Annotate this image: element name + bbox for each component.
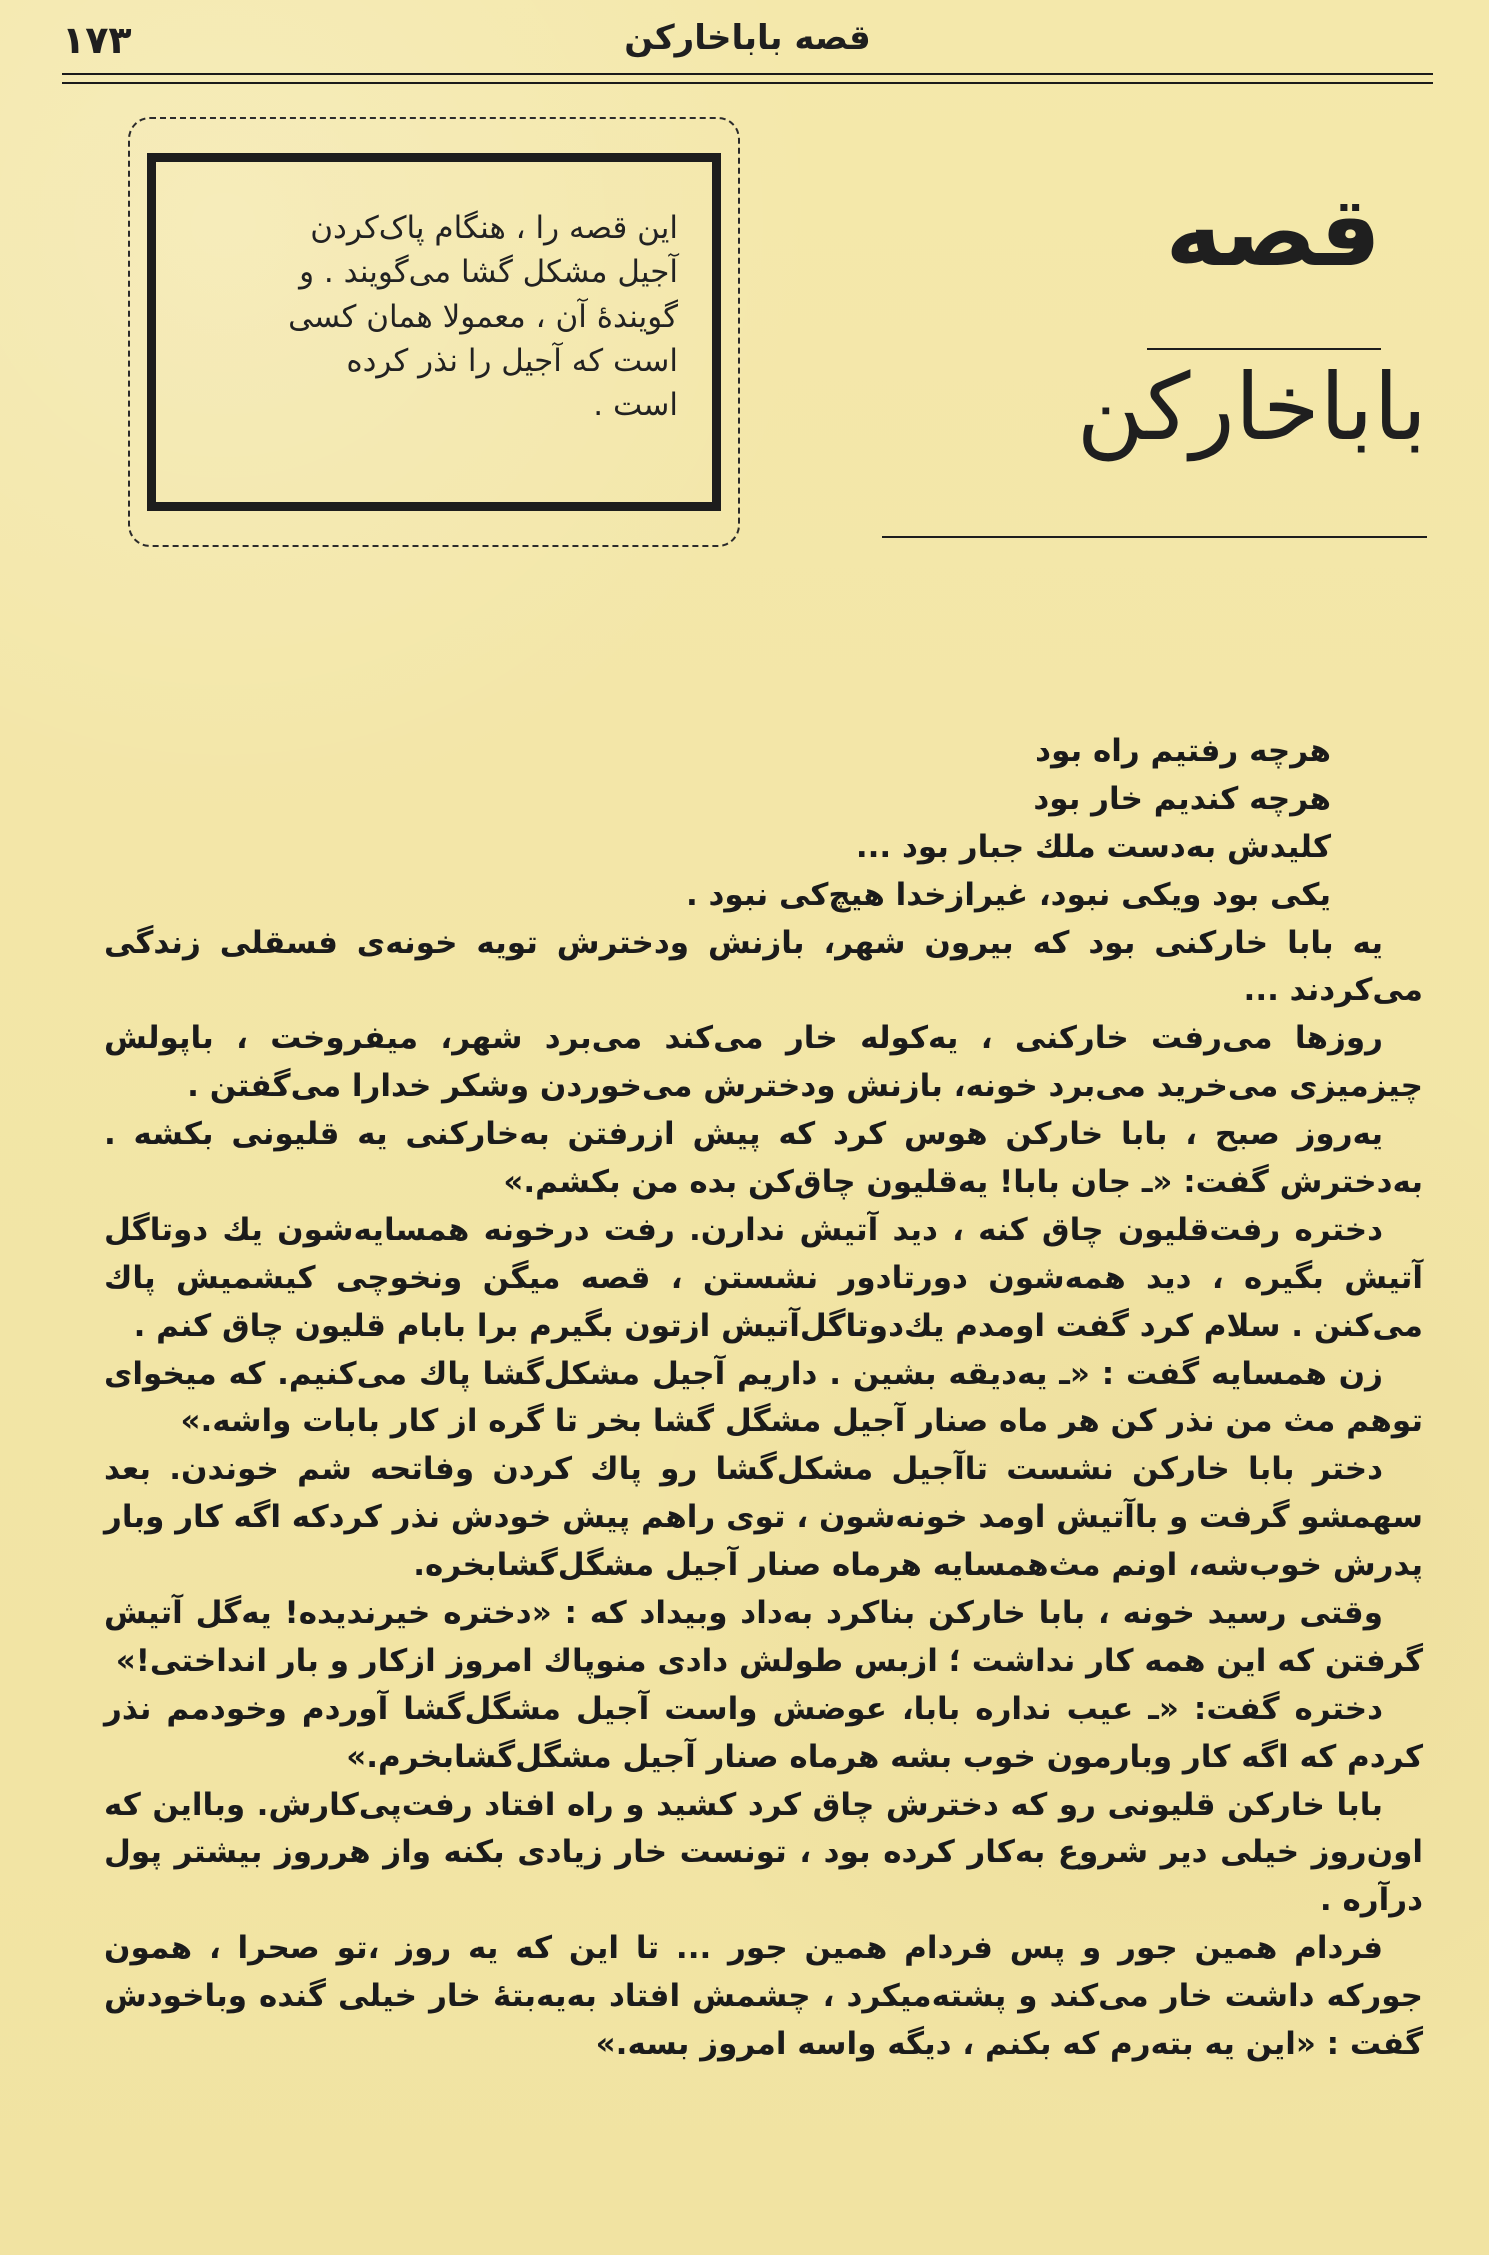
story-paragraph: یه‌روز صبح ، بابا خارکن هوس کرد که پیش ازرفتن به‌خارکنی یه قلیونی بکشه . به‌دخترش گفت: «ـ جان بابا! یه‌قلیون چاق‌کن بده من بکشم.» bbox=[104, 1116, 1423, 1201]
story-title-main: باباخارکن bbox=[1076, 354, 1427, 461]
header-rule-top bbox=[62, 73, 1433, 75]
story-paragraph: وقتی رسید خونه ، بابا خارکن بناکرد به‌داد وبیداد که : «دختره خیرندیده! یه‌گل آتیش گرفتن که این همه کار نداشت ؛ ازبس طولش دادی منوپاك امروز ازکار و بار انداختی!» bbox=[104, 1595, 1423, 1679]
verse-line: یکی بود ویکی نبود، غیرازخدا هیچ‌کی نبود . bbox=[685, 876, 1331, 913]
story-paragraph: بابا خارکن قلیونی رو که دخترش چاق کرد کشید و راه افتاد رفت‌پی‌کارش. وبااین که اون‌روز خیلی دیر شروع به‌کار کرده بود ، تونست خار زیادی بکنه واز هرروز بیشتر پول درآره . bbox=[104, 1786, 1423, 1919]
opening-verse bbox=[104, 728, 1423, 920]
story-paragraph: زن همسایه گفت : «ـ یه‌دیقه بشین . داریم آجیل مشکل‌گشا پاك می‌کنیم. که میخوای توهم مث من نذر کن هر ماه صنار آجیل مشگل گشا بخر تا گره از کار بابات واشه.» bbox=[104, 1355, 1423, 1440]
verse-line: هرچه کندیم خار بود bbox=[1033, 780, 1331, 817]
story-paragraph: دختر بابا خارکن نشست تاآجیل مشکل‌گشا رو پاك کردن وفاتحه شم خوندن. بعد سهمشو گرفت و باآتیش اومد خونه‌شون ، توی راهم پیش خودش نذر کردکه اگه کار وبار پدرش خوب‌شه، اونم مث‌همسایه هرماه صنار آجیل مشگل‌گشابخره. bbox=[104, 1451, 1423, 1584]
title-divider-short bbox=[1147, 348, 1381, 350]
story-paragraph: یه بابا خارکنی بود که بیرون شهر، بازنش ودخترش تویه خونه‌ی فسقلی زندگی می‌کردند ... bbox=[104, 924, 1423, 1009]
verse-line: هرچه رفتیم راه بود bbox=[1035, 733, 1331, 769]
intro-stamp-frame bbox=[128, 117, 740, 547]
story-paragraph: فردام همین جور و پس فردام همین جور ... تا این که یه روز ،تو صحرا ، همون جورکه داشت خار می‌کند و پشته‌میکرد ، چشمش افتاد به‌یه‌بتهٔ خار خیلی گنده وباخودش گفت : «این یه بته‌رم که بکنم ، دیگه واسه امروز بسه.» bbox=[104, 1930, 1423, 2063]
page-header bbox=[62, 18, 1433, 76]
story-content bbox=[104, 728, 1423, 2215]
story-title-block bbox=[882, 176, 1427, 544]
page-number: ۱۷۳ bbox=[62, 18, 132, 62]
title-divider-long bbox=[882, 536, 1427, 538]
header-rule-bottom bbox=[62, 82, 1433, 84]
running-title: قصه باباخارکن bbox=[624, 18, 871, 58]
story-paragraph: روزها می‌رفت خارکنی ، یه‌کوله خار می‌کند می‌برد شهر، میفروخت ، باپولش چیزمیزی می‌خرید می‌برد خونه، بازنش ودخترش می‌خوردن وشکر خدارا می‌گفتن . bbox=[104, 1020, 1423, 1105]
story-title-top: قصه bbox=[1165, 176, 1381, 288]
story-paragraph: دختره گفت: «ـ عیب نداره بابا، عوضش واست آجیل مشگل‌گشا آوردم وخودمم نذر کردم که اگه کار وبارمون خوب بشه هرماه صنار آجیل مشگل‌گشابخرم.» bbox=[104, 1690, 1423, 1775]
verse-line: کلیدش به‌دست ملك جبار بود ... bbox=[855, 828, 1331, 865]
intro-box-text: این قصه را ، هنگام پاک‌کردن آجیل مشکل گشا می‌گویند . و گویندهٔ آن ، معمولا همان کسی است که آجیل را نذر کرده است . bbox=[147, 153, 721, 511]
story-paragraph: دختره رفت‌قلیون چاق کنه ، دید آتیش ندارن. رفت درخونه همسایه‌شون یك دوتاگل آتیش بگیره ، دید همه‌شون دورتادور نشستن ، قصه میگن ونخوچی کیشمیش پاك می‌کنن . سلام کرد گفت اومدم یك‌دوتاگل‌آتیش ازتون بگیرم برا بابام قلیون چاق کنم . bbox=[104, 1211, 1423, 1344]
